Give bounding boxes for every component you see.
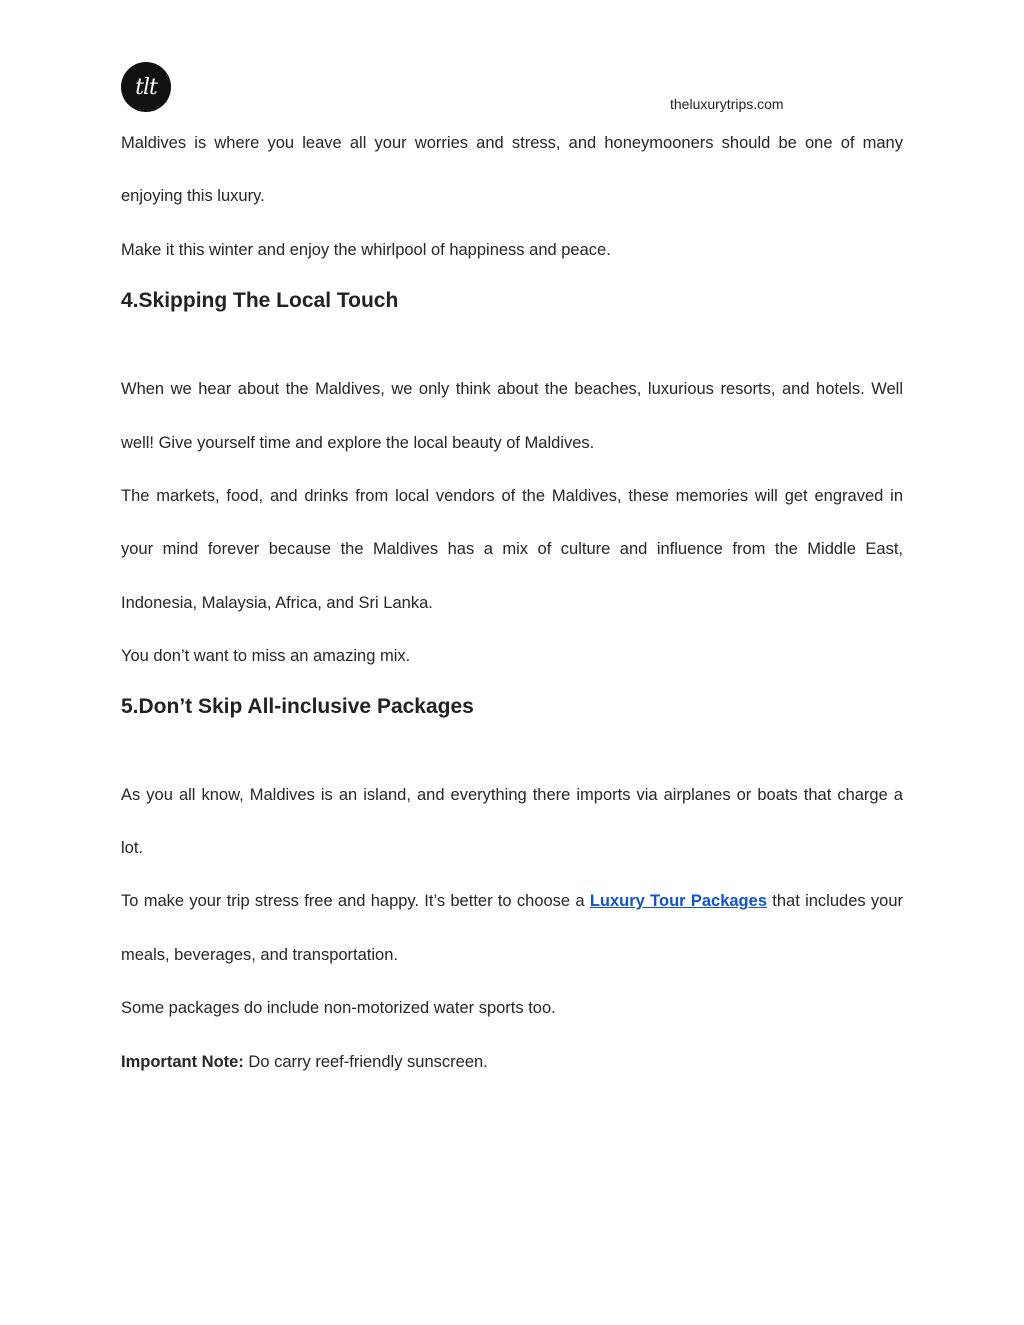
- paragraph-7-before: To make your trip stress free and happy. It’s better to choose a: [121, 892, 590, 911]
- paragraph-6: As you all know, Maldives is an island, and everything there imports via airplanes or boats that charge a lot.: [121, 785, 903, 858]
- site-url: theluxurytrips.com: [670, 96, 784, 112]
- site-logo: [121, 62, 171, 112]
- logo-text: tlt: [135, 74, 157, 100]
- paragraph-7: [121, 875, 903, 982]
- paragraph-1: Maldives is where you leave all your worries and stress, and honeymooners should be one of many enjoying this luxury.: [121, 134, 903, 206]
- luxury-tour-packages-link[interactable]: Luxury Tour Packages: [589, 892, 767, 911]
- paragraph-3: When we hear about the Maldives, we only think about the beaches, luxurious resorts, and hotels. Well well! Give yourself time and explore the local beauty of Maldives.: [121, 380, 903, 452]
- note-text: Do carry reef-friendly sunscreen.: [243, 1052, 488, 1071]
- paragraph-2: Make it this winter and enjoy the whirlpool of happiness and peace.: [121, 240, 611, 259]
- paragraph-5: You don’t want to miss an amazing mix.: [121, 647, 411, 666]
- heading-skipping-local-touch: 4.Skipping The Local Touch: [121, 289, 399, 313]
- heading-all-inclusive-packages: 5.Don’t Skip All-inclusive Packages: [121, 694, 474, 718]
- note-label: Important Note:: [121, 1052, 244, 1071]
- paragraph-8: Some packages do include non-motorized water sports too.: [121, 999, 556, 1018]
- paragraph-7-after: that includes your meals, beverages, and transportation.: [121, 892, 903, 964]
- important-note: [121, 1036, 903, 1089]
- article-body: [121, 117, 903, 1089]
- paragraph-4: The markets, food, and drinks from local vendors of the Maldives, these memories will get engraved in your mind forever because the Maldives has a mix of culture and influence from the Middle East, Indonesia, Malaysia, Africa, and Sri Lanka.: [121, 487, 903, 612]
